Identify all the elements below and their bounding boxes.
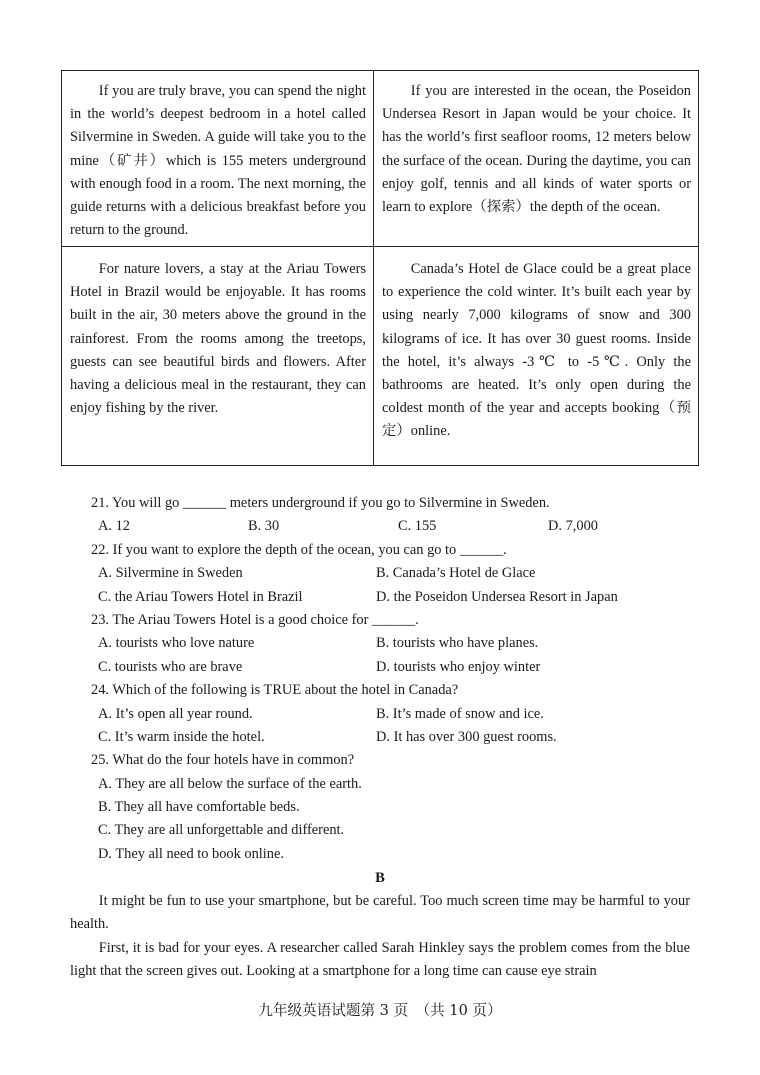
question-stem: 25. What do the four hotels have in common? bbox=[91, 752, 355, 769]
option-c: C. 155 bbox=[398, 518, 437, 535]
option-row bbox=[91, 586, 711, 609]
section-heading: B bbox=[375, 870, 385, 886]
option-row bbox=[91, 819, 711, 842]
option-a: A. They are all below the surface of the earth. bbox=[98, 775, 362, 792]
option-row bbox=[91, 632, 711, 655]
option-row bbox=[91, 515, 711, 538]
option-d: D. tourists who enjoy winter bbox=[376, 658, 541, 675]
option-b: B. It’s made of snow and ice. bbox=[376, 705, 544, 722]
passage-paragraph: It might be fun to use your smartphone, but be careful. Too much screen time may be harmful to your health. bbox=[70, 893, 690, 933]
option-row bbox=[91, 843, 711, 866]
option-row bbox=[91, 562, 711, 585]
question-stem: 23. The Ariau Towers Hotel is a good choice for ______. bbox=[91, 611, 419, 628]
option-a: A. 12 bbox=[98, 518, 130, 535]
option-a: A. It’s open all year round. bbox=[98, 705, 253, 722]
hotel-cell-silvermine: If you are truly brave, you can spend the night in the world’s deepest bedroom in a hotel called Silvermine in Sweden. A guide will take you to the mine（矿井）which is 155 meters underground with enough food in a room. The next morning, the guide returns with a delicious breakfast before you return to the ground. bbox=[62, 71, 374, 247]
hotel-cell-glace: Canada’s Hotel de Glace could be a great place to experience the cold winter. It’s built each year by using nearly 7,000 kilograms of snow and 300 kilograms of ice. It has over 30 guest rooms. Inside the hotel, it’s always -3℃ to -5℃. Only the bathrooms are heated. It’s only open during the coldest month of the year and accepts booking（预定）online. bbox=[382, 261, 691, 440]
question-stem: 21. You will go ______ meters underground if you go to Silvermine in Sweden. bbox=[91, 495, 550, 511]
question-stem: 22. If you want to explore the depth of the ocean, you can go to ______. bbox=[91, 541, 507, 558]
option-d: D. 7,000 bbox=[548, 518, 598, 535]
hotel-passage-table bbox=[61, 70, 699, 466]
option-a: A. tourists who love nature bbox=[98, 635, 255, 652]
option-a: A. Silvermine in Sweden bbox=[98, 565, 243, 582]
option-row bbox=[91, 773, 711, 796]
option-c: C. It’s warm inside the hotel. bbox=[98, 728, 265, 745]
option-c: C. the Ariau Towers Hotel in Brazil bbox=[98, 588, 303, 605]
option-c: C. tourists who are brave bbox=[98, 658, 243, 675]
hotel-cell-poseidon: If you are interested in the ocean, the Poseidon Undersea Resort in Japan would be your choice. It has the world’s first seafloor rooms, 12 meters below the surface of the ocean. During the daytime, you can enjoy golf, tennis and all kinds of water sports or learn to explore（探索）the depth of the ocean. bbox=[374, 71, 698, 247]
option-row bbox=[91, 656, 711, 679]
option-c: C. They are all unforgettable and different. bbox=[98, 822, 345, 839]
option-row bbox=[91, 703, 711, 726]
question-list bbox=[91, 492, 711, 866]
question-23 bbox=[91, 609, 711, 679]
option-b: B. They all have comfortable beds. bbox=[98, 799, 300, 816]
option-d: D. the Poseidon Undersea Resort in Japan bbox=[376, 588, 618, 605]
option-b: B. 30 bbox=[248, 518, 280, 535]
question-stem: 24. Which of the following is TRUE about the hotel in Canada? bbox=[91, 682, 459, 699]
passage-b bbox=[70, 890, 690, 984]
hotel-cell-ariau: For nature lovers, a stay at the Ariau Towers Hotel in Brazil would be enjoyable. It has rooms built in the air, 30 meters above the ground in the rainforest. From the rooms among the treetops, guests can see beautiful birds and flowers. After having a delicious meal in the restaurant, they can enjoy fishing by the river. bbox=[62, 247, 374, 465]
question-25 bbox=[91, 749, 711, 866]
question-21 bbox=[91, 492, 711, 539]
page-footer: 九年级英语试题第 3 页 （共 10 页） bbox=[258, 1002, 502, 1019]
option-row bbox=[91, 796, 711, 819]
question-24 bbox=[91, 679, 711, 749]
option-b: B. Canada’s Hotel de Glace bbox=[376, 565, 536, 582]
option-d: D. It has over 300 guest rooms. bbox=[376, 728, 557, 745]
passage-paragraph: First, it is bad for your eyes. A researcher called Sarah Hinkley says the problem comes from the blue light that the screen gives out. Looking at a smartphone for a long time can cause eye strain bbox=[70, 939, 690, 980]
option-d: D. They all need to book online. bbox=[98, 845, 284, 862]
question-22 bbox=[91, 539, 711, 609]
option-row bbox=[91, 726, 711, 749]
option-b: B. tourists who have planes. bbox=[376, 635, 539, 652]
